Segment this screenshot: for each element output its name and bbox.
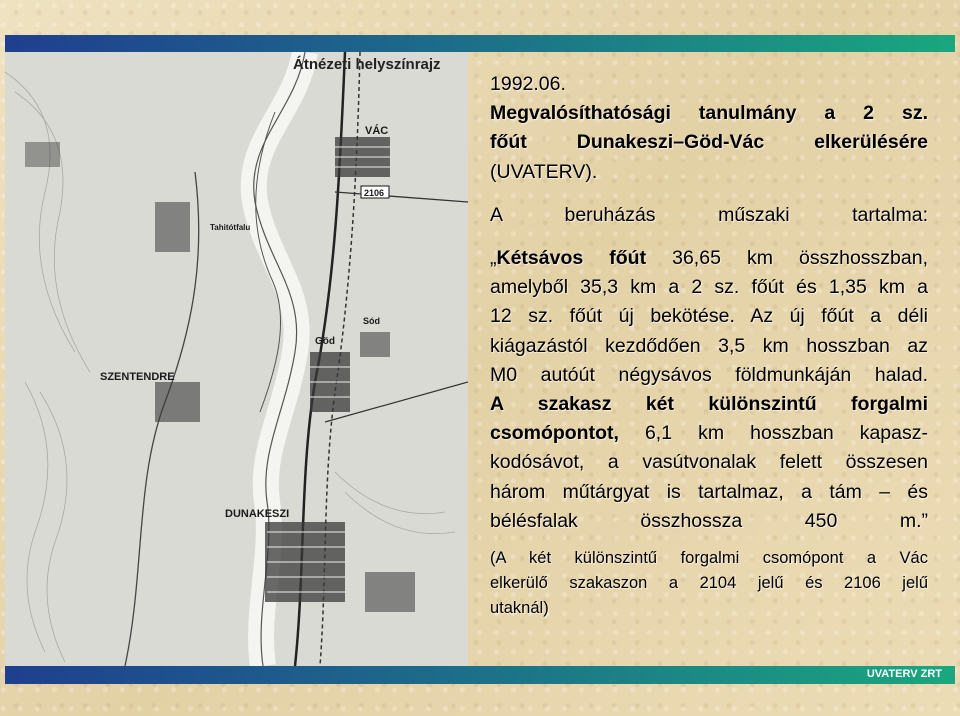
note-line-2: elkerülő szakaszon a 2104 jelű és 2106 jelű xyxy=(490,574,928,593)
map-label-vac: VÁC xyxy=(365,125,389,137)
paragraph-line-6: A szakasz két különszintű forgalmi xyxy=(490,393,928,416)
note xyxy=(490,546,928,621)
junctions-term: csomópontot, xyxy=(490,422,619,445)
map-label-god: Göd xyxy=(315,336,335,347)
note-line-3: utaknál) xyxy=(490,599,549,618)
title-line-2: főút Dunakeszi–Göd-Vác elkerülésére xyxy=(490,131,928,154)
paragraph-line-2: amelyből 35,3 km a 2 sz. főút és 1,35 km a xyxy=(490,276,928,299)
date: 1992.06. xyxy=(490,73,566,95)
opening-quote: „ xyxy=(490,247,497,270)
map-label-szentendre: SZENTENDRE xyxy=(100,371,175,383)
map-label-tahitottfalu: Tahitótfalu xyxy=(210,223,251,232)
title-line-3: (UVATERV). xyxy=(490,160,598,183)
top-accent-bar xyxy=(5,35,955,52)
footer-company-label: UVATERV ZRT xyxy=(866,668,942,680)
paragraph-line-10: bélésfalak összhossza 450 m.” xyxy=(490,509,928,532)
note-line-1: (A két különszintű forgalmi csomópont a Vác xyxy=(490,549,928,568)
map-drawing xyxy=(5,52,468,666)
title-line-1: Megvalósíthatósági tanulmány a 2 sz. xyxy=(490,102,928,125)
paragraph-line-7 xyxy=(490,419,928,448)
overview-map xyxy=(5,52,468,666)
map-label-dunakeszi: DUNAKESZI xyxy=(225,508,290,520)
paragraph-line-1-rest: 36,65 km összhosszban, xyxy=(646,247,928,270)
paragraph-line-1 xyxy=(490,244,928,273)
description-text xyxy=(490,70,928,621)
paragraph-line-7-rest: 6,1 km hosszban kapasz- xyxy=(618,422,928,445)
paragraph-line-9: három műtárgyat is tartalmaz, a tám – és xyxy=(490,480,928,503)
bottom-accent-bar xyxy=(5,666,955,684)
two-lane-road-term: Kétsávos főút xyxy=(496,247,647,270)
paragraph-line-5: M0 autóút négysávos földmunkáján halad. xyxy=(490,363,928,386)
intro-line: A beruházás műszaki tartalma: xyxy=(490,203,928,226)
paragraph-line-8: kodósávot, a vasútvonalak felett összesen xyxy=(490,451,928,474)
map-label-sod: Sód xyxy=(363,316,380,326)
map-title: Átnézeti helyszínrajz xyxy=(293,56,441,73)
paragraph-line-4: kiágazástól kezdődően 3,5 km hosszban az xyxy=(490,334,928,357)
paragraph-line-3: 12 sz. főút új bekötése. Az új főút a déli xyxy=(490,305,928,328)
map-label-2106: 2106 xyxy=(364,188,385,198)
